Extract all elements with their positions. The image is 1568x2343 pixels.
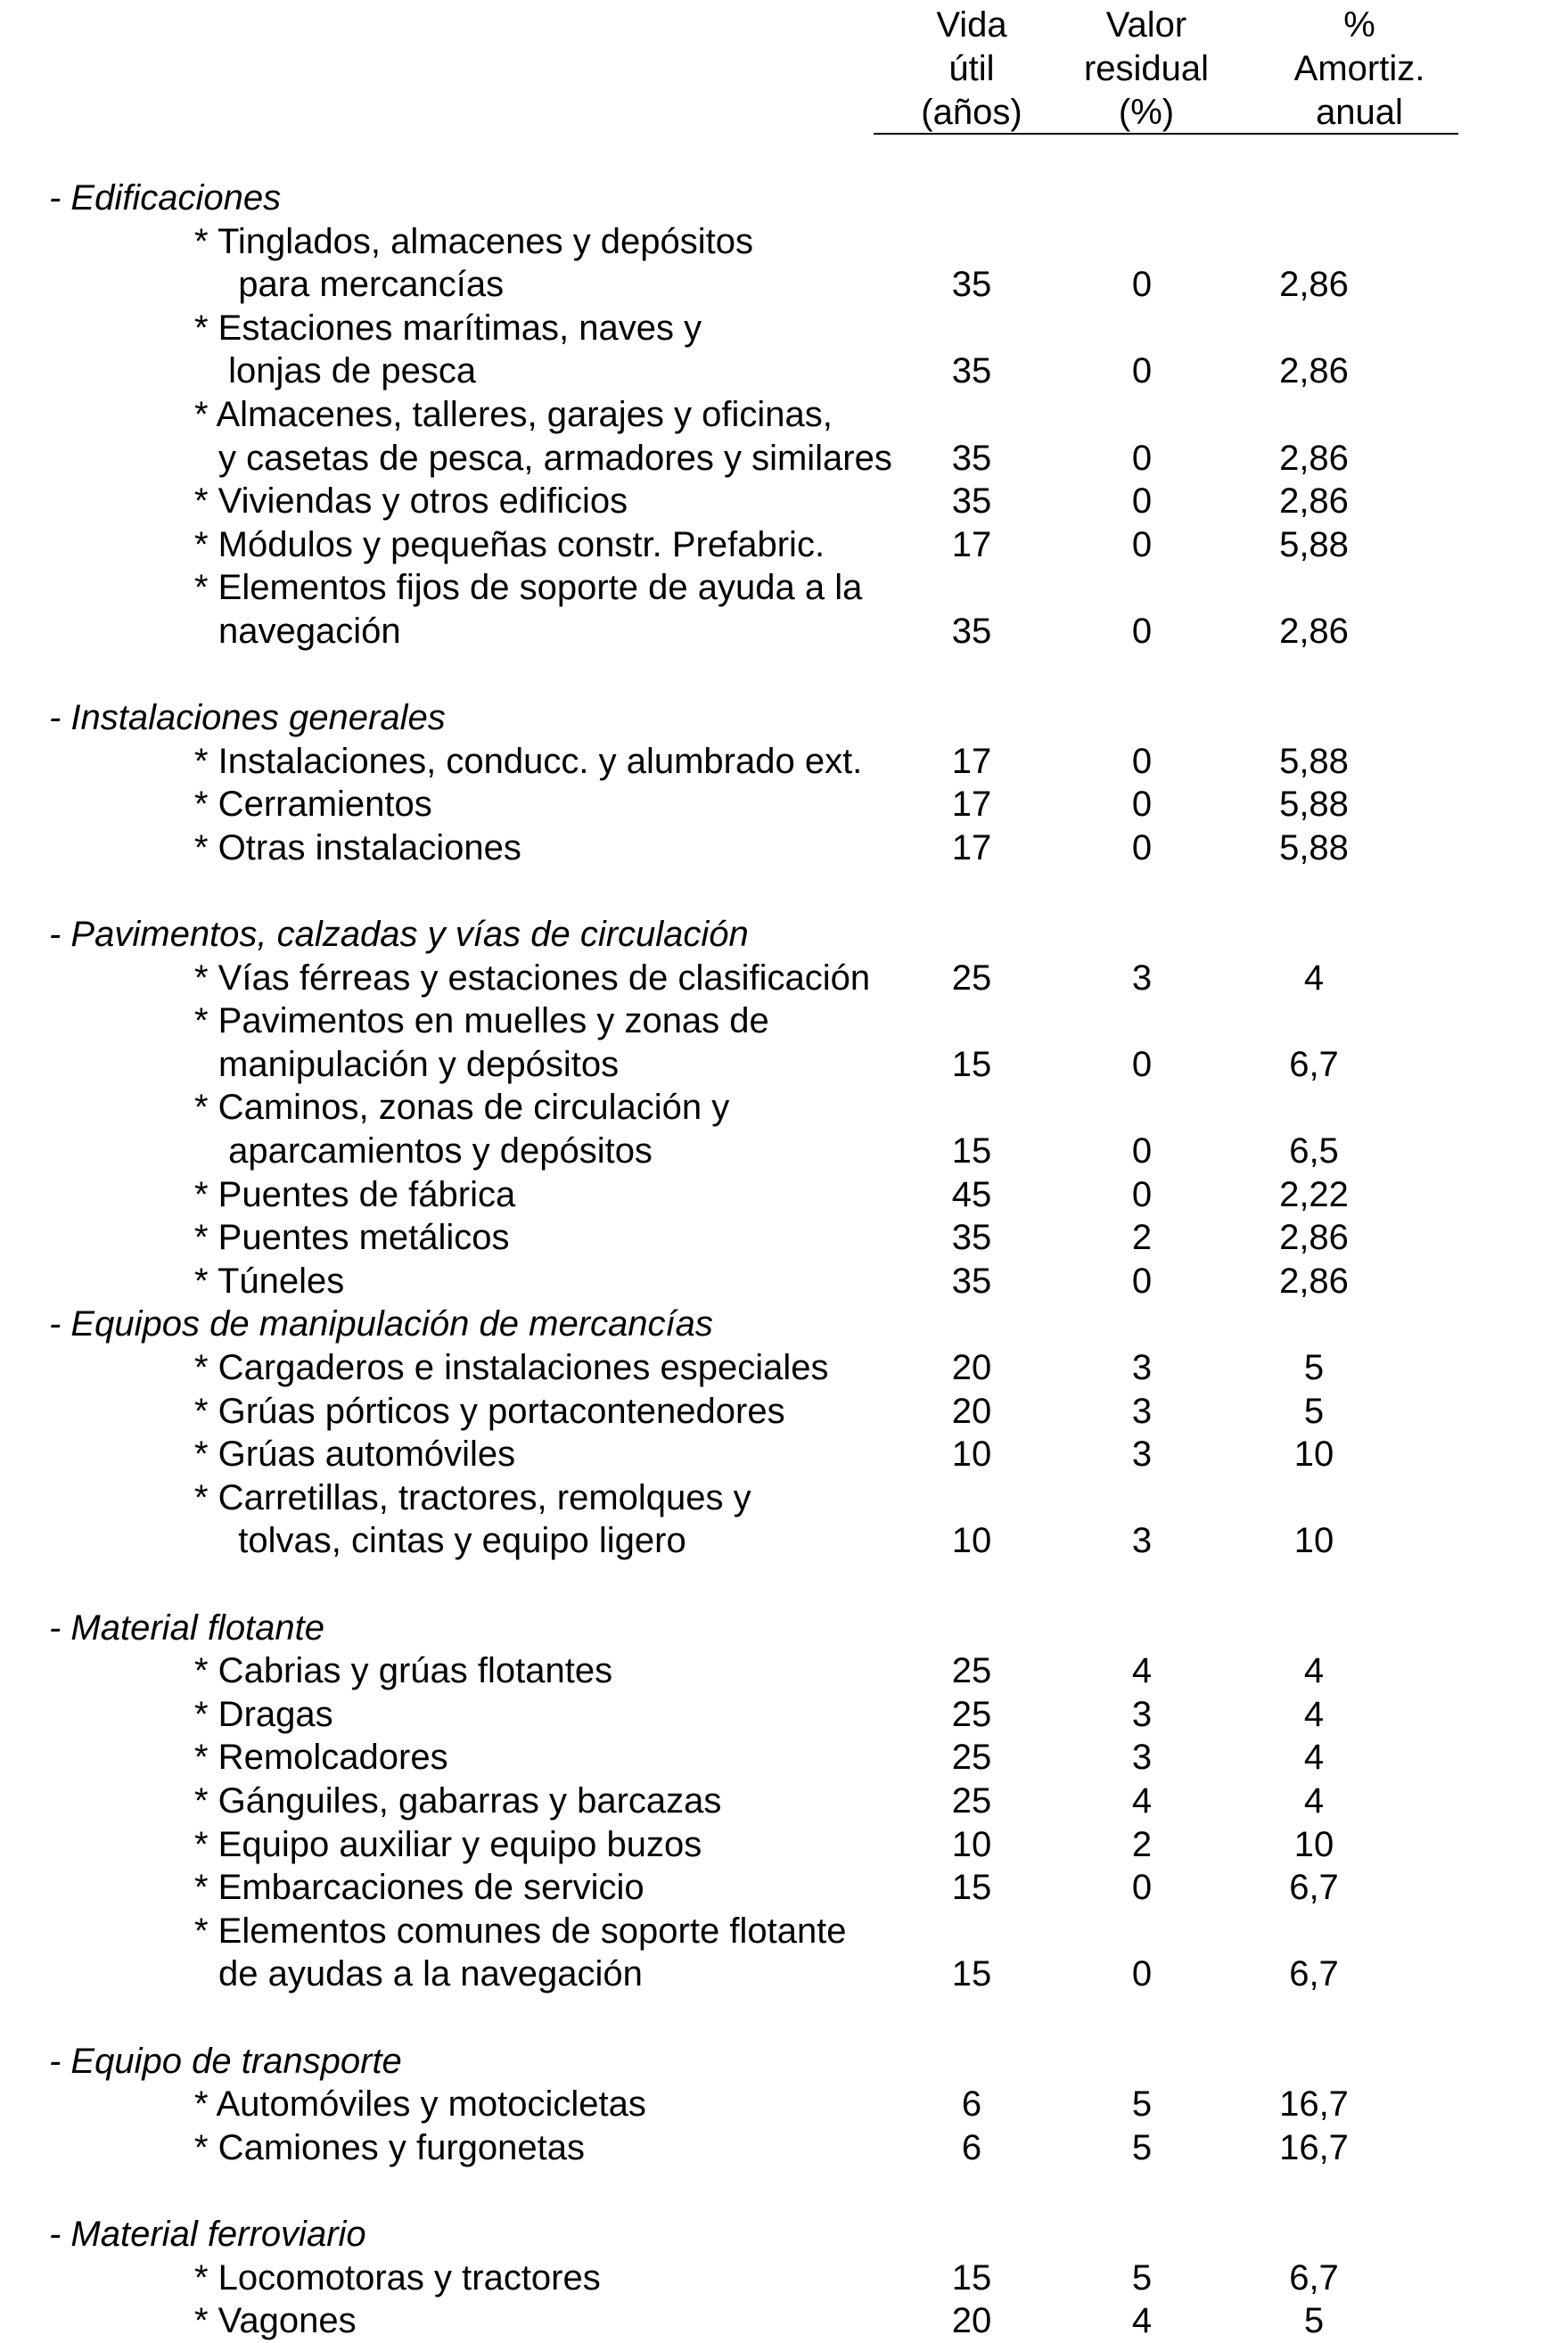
valor-residual-value: 0 xyxy=(1131,481,1153,522)
item-description-continuation: navegación xyxy=(218,611,401,651)
item-description: * Automóviles y motocicletas xyxy=(194,2084,646,2125)
item-description-continuation: y casetas de pesca, armadores y similares xyxy=(218,438,892,478)
vida-util-value: 6 xyxy=(961,2084,982,2125)
amortizacion-value: 5,88 xyxy=(1279,827,1349,867)
vida-util-value: 10 xyxy=(951,1824,992,1864)
amortizacion-value: 2,86 xyxy=(1279,265,1349,305)
vida-util-value: 10 xyxy=(951,1435,992,1475)
item-description-continuation: de ayudas a la navegación xyxy=(218,1954,643,1994)
amortizacion-value: 2,86 xyxy=(1279,438,1349,478)
table-row xyxy=(0,307,1568,350)
valor-residual-value: 3 xyxy=(1131,1521,1153,1561)
item-description: * Embarcaciones de servicio xyxy=(194,1868,644,1908)
vida-util-value: 25 xyxy=(951,1694,992,1734)
item-description: * Carretillas, tractores, remolques y xyxy=(194,1477,751,1517)
amortizacion-value: 4 xyxy=(1303,958,1325,998)
valor-residual-value: 0 xyxy=(1131,265,1153,305)
category-label: - Material ferroviario xyxy=(49,2214,366,2254)
vida-util-value: 35 xyxy=(951,265,992,305)
item-description: * Locomotoras y tractores xyxy=(194,2257,601,2298)
table-row xyxy=(0,1390,1568,1434)
table-row xyxy=(0,1693,1568,1737)
item-description: * Pavimentos en muelles y zonas de xyxy=(194,1001,769,1041)
amortizacion-value: 16,7 xyxy=(1279,2084,1349,2125)
category-row xyxy=(0,1303,1568,1346)
header-valor-residual: Valor residual (%) xyxy=(1083,5,1210,132)
category-label: - Edificaciones xyxy=(49,178,282,218)
item-description: * Dragas xyxy=(194,1694,333,1734)
table-row xyxy=(0,1173,1568,1217)
valor-residual-value: 0 xyxy=(1131,1174,1153,1214)
header-vida-util: Vida útil (años) xyxy=(921,5,1022,132)
table-header xyxy=(0,0,1568,134)
item-description: * Grúas automóviles xyxy=(194,1435,516,1475)
table-row xyxy=(0,566,1568,610)
category-label: - Instalaciones generales xyxy=(49,698,446,738)
valor-residual-value: 0 xyxy=(1131,611,1153,651)
table-row xyxy=(0,480,1568,523)
amortizacion-value: 10 xyxy=(1293,1824,1334,1864)
amortizacion-value: 2,86 xyxy=(1279,611,1349,651)
amortizacion-value: 10 xyxy=(1293,1521,1334,1561)
vida-util-value: 25 xyxy=(951,1651,992,1691)
vida-util-value: 15 xyxy=(951,1954,992,1994)
vida-util-value: 25 xyxy=(951,1738,992,1778)
header-rule xyxy=(874,133,1458,135)
amortizacion-value: 16,7 xyxy=(1279,2127,1349,2167)
valor-residual-value: 0 xyxy=(1131,524,1153,564)
valor-residual-value: 5 xyxy=(1131,2257,1153,2298)
valor-residual-value: 0 xyxy=(1131,1261,1153,1301)
table-row xyxy=(0,957,1568,1000)
table-row xyxy=(0,1952,1568,1996)
valor-residual-value: 0 xyxy=(1131,1044,1153,1084)
amortizacion-value: 5,88 xyxy=(1279,741,1349,781)
table-row xyxy=(0,1086,1568,1130)
vida-util-value: 25 xyxy=(951,1780,992,1821)
vida-util-value: 15 xyxy=(951,2257,992,2298)
vida-util-value: 35 xyxy=(951,1261,992,1301)
table-row xyxy=(0,1433,1568,1476)
item-description-continuation: para mercancías xyxy=(218,265,505,305)
item-description: * Cerramientos xyxy=(194,785,432,825)
item-description-continuation: aparcamientos y depósitos xyxy=(218,1131,653,1172)
blank-row xyxy=(0,2169,1568,2213)
item-description: * Puentes metálicos xyxy=(194,1218,510,1258)
blank-row xyxy=(0,870,1568,914)
table-row xyxy=(0,1216,1568,1260)
item-description: * Viviendas y otros edificios xyxy=(194,481,628,522)
amortizacion-value: 2,86 xyxy=(1279,481,1349,522)
amortizacion-value: 10 xyxy=(1293,1435,1334,1475)
table-row xyxy=(0,1130,1568,1173)
valor-residual-value: 0 xyxy=(1131,1131,1153,1172)
vida-util-value: 20 xyxy=(951,2301,992,2341)
valor-residual-value: 4 xyxy=(1131,2301,1153,2341)
table-row xyxy=(0,1780,1568,1823)
category-label: - Equipos de manipulación de mercancías xyxy=(49,1304,713,1344)
item-description: * Puentes de fábrica xyxy=(194,1174,516,1214)
valor-residual-value: 3 xyxy=(1131,958,1153,998)
amortizacion-value: 4 xyxy=(1303,1694,1325,1734)
amortizacion-value: 4 xyxy=(1303,1780,1325,1821)
valor-residual-value: 0 xyxy=(1131,438,1153,478)
item-description: * Vías férreas y estaciones de clasificación xyxy=(194,958,871,998)
item-description: * Cargaderos e instalaciones especiales xyxy=(194,1348,829,1388)
table-row xyxy=(0,349,1568,393)
valor-residual-value: 2 xyxy=(1131,1218,1153,1258)
vida-util-value: 35 xyxy=(951,438,992,478)
item-description: * Estaciones marítimas, naves y xyxy=(194,308,702,348)
item-description: * Caminos, zonas de circulación y xyxy=(194,1088,730,1128)
vida-util-value: 20 xyxy=(951,1391,992,1431)
item-description: * Camiones y furgonetas xyxy=(194,2127,586,2167)
category-row xyxy=(0,177,1568,220)
vida-util-value: 35 xyxy=(951,481,992,522)
category-row xyxy=(0,1607,1568,1650)
amortizacion-value: 5,88 xyxy=(1279,785,1349,825)
valor-residual-value: 0 xyxy=(1131,785,1153,825)
table-row xyxy=(0,1476,1568,1520)
table-row xyxy=(0,1260,1568,1303)
table-row xyxy=(0,2083,1568,2126)
item-description: * Vagones xyxy=(194,2301,357,2341)
table-row xyxy=(0,2299,1568,2343)
amortizacion-value: 5 xyxy=(1303,2301,1325,2341)
item-description-continuation: tolvas, cintas y equipo ligero xyxy=(218,1521,686,1561)
vida-util-value: 35 xyxy=(951,1218,992,1258)
vida-util-value: 15 xyxy=(951,1868,992,1908)
item-description-continuation: manipulación y depósitos xyxy=(218,1044,620,1084)
amortizacion-value: 6,7 xyxy=(1289,1868,1339,1908)
item-description: * Equipo auxiliar y equipo buzos xyxy=(194,1824,702,1864)
vida-util-value: 35 xyxy=(951,611,992,651)
table-row xyxy=(0,1823,1568,1867)
item-description: * Gánguiles, gabarras y barcazas xyxy=(194,1780,722,1821)
table-row xyxy=(0,393,1568,437)
header-amortizacion-anual: % Amortiz. anual xyxy=(1293,5,1425,132)
amortizacion-value: 6,7 xyxy=(1289,1954,1339,1994)
vida-util-value: 45 xyxy=(951,1174,992,1214)
amortizacion-value: 5 xyxy=(1303,1348,1325,1388)
amortizacion-value: 4 xyxy=(1303,1651,1325,1691)
valor-residual-value: 5 xyxy=(1131,2084,1153,2125)
table-row xyxy=(0,523,1568,567)
vida-util-value: 17 xyxy=(951,827,992,867)
category-label: - Equipo de transporte xyxy=(49,2041,402,2081)
blank-row xyxy=(0,1563,1568,1607)
item-description: * Túneles xyxy=(194,1261,345,1301)
amortizacion-value: 6,7 xyxy=(1289,1044,1339,1084)
table-row xyxy=(0,263,1568,307)
vida-util-value: 35 xyxy=(951,351,992,391)
table-row xyxy=(0,2257,1568,2300)
amortizacion-value: 2,86 xyxy=(1279,351,1349,391)
category-row xyxy=(0,913,1568,957)
table-row xyxy=(0,437,1568,481)
category-row xyxy=(0,2213,1568,2257)
amortizacion-value: 5 xyxy=(1303,1391,1325,1431)
vida-util-value: 17 xyxy=(951,741,992,781)
amortizacion-value: 6,5 xyxy=(1289,1131,1339,1172)
valor-residual-value: 2 xyxy=(1131,1824,1153,1864)
category-row xyxy=(0,696,1568,740)
valor-residual-value: 3 xyxy=(1131,1348,1153,1388)
table-row xyxy=(0,1346,1568,1390)
table-row xyxy=(0,1519,1568,1563)
category-label: - Pavimentos, calzadas y vías de circulación xyxy=(49,915,749,955)
item-description: * Tinglados, almacenes y depósitos xyxy=(194,221,754,261)
valor-residual-value: 0 xyxy=(1131,1868,1153,1908)
valor-residual-value: 0 xyxy=(1131,741,1153,781)
vida-util-value: 15 xyxy=(951,1044,992,1084)
table-row xyxy=(0,1043,1568,1087)
amortizacion-value: 4 xyxy=(1303,1738,1325,1778)
valor-residual-value: 0 xyxy=(1131,1954,1153,1994)
table-row xyxy=(0,1910,1568,1953)
blank-row xyxy=(0,654,1568,697)
table-row xyxy=(0,2126,1568,2170)
item-description: * Almacenes, talleres, garajes y oficinas, xyxy=(194,394,833,434)
table-row xyxy=(0,220,1568,264)
item-description-continuation: lonjas de pesca xyxy=(218,351,477,391)
table-row xyxy=(0,1866,1568,1910)
table-row xyxy=(0,1649,1568,1693)
amortizacion-value: 6,7 xyxy=(1289,2257,1339,2298)
vida-util-value: 15 xyxy=(951,1131,992,1172)
vida-util-value: 25 xyxy=(951,958,992,998)
vida-util-value: 17 xyxy=(951,524,992,564)
amortizacion-value: 2,86 xyxy=(1279,1261,1349,1301)
valor-residual-value: 4 xyxy=(1131,1651,1153,1691)
category-label: - Material flotante xyxy=(49,1607,325,1648)
valor-residual-value: 3 xyxy=(1131,1738,1153,1778)
vida-util-value: 6 xyxy=(961,2127,982,2167)
valor-residual-value: 3 xyxy=(1131,1391,1153,1431)
table-body xyxy=(0,177,1568,2343)
item-description: * Otras instalaciones xyxy=(194,827,521,867)
table-row xyxy=(0,826,1568,870)
item-description: * Elementos fijos de soporte de ayuda a la xyxy=(194,568,863,608)
item-description: * Elementos comunes de soporte flotante xyxy=(194,1911,847,1951)
category-row xyxy=(0,2040,1568,2084)
valor-residual-value: 5 xyxy=(1131,2127,1153,2167)
vida-util-value: 20 xyxy=(951,1348,992,1388)
valor-residual-value: 3 xyxy=(1131,1435,1153,1475)
item-description: * Cabrias y grúas flotantes xyxy=(194,1651,613,1691)
table-row xyxy=(0,610,1568,654)
item-description: * Remolcadores xyxy=(194,1738,448,1778)
valor-residual-value: 0 xyxy=(1131,351,1153,391)
item-description: * Módulos y pequeñas constr. Prefabric. xyxy=(194,524,825,564)
table-row xyxy=(0,783,1568,826)
vida-util-value: 10 xyxy=(951,1521,992,1561)
table-row xyxy=(0,740,1568,784)
amortizacion-value: 5,88 xyxy=(1279,524,1349,564)
vida-util-value: 17 xyxy=(951,785,992,825)
item-description: * Grúas pórticos y portacontenedores xyxy=(194,1391,785,1431)
table-row xyxy=(0,999,1568,1043)
amortizacion-value: 2,86 xyxy=(1279,1218,1349,1258)
item-description: * Instalaciones, conducc. y alumbrado ext. xyxy=(194,741,863,781)
table-row xyxy=(0,1736,1568,1780)
valor-residual-value: 4 xyxy=(1131,1780,1153,1821)
blank-row xyxy=(0,1996,1568,2040)
valor-residual-value: 0 xyxy=(1131,827,1153,867)
amortizacion-value: 2,22 xyxy=(1279,1174,1349,1214)
valor-residual-value: 3 xyxy=(1131,1694,1153,1734)
